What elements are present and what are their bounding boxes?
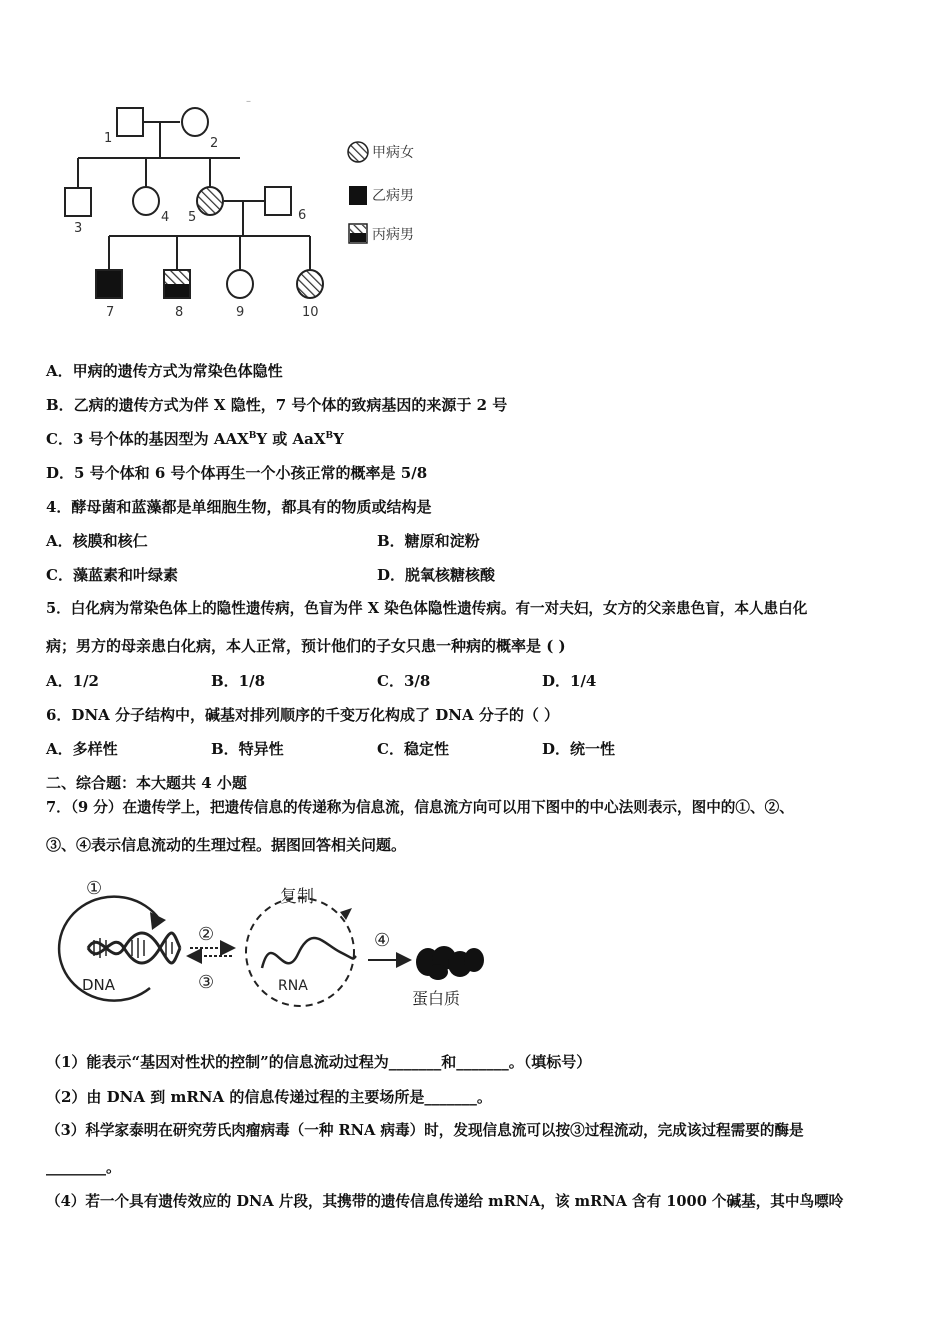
process-3-label: ③	[198, 972, 215, 993]
label-4: 4	[161, 210, 170, 225]
label-2: 2	[210, 136, 219, 151]
q7-stem-line2: ③、④表示信息流动的生理过程。据图回答相关问题。	[46, 836, 407, 854]
process-4-label: ④	[374, 930, 391, 951]
q5-stem-line2: 病；男方的母亲患白化病，本人正常，预计他们的子女只患一种病的概率是 ( )	[46, 637, 566, 655]
label-1: 1	[104, 131, 113, 146]
q6-option-c: C．稳定性	[377, 740, 449, 758]
label-5: 5	[188, 210, 197, 225]
q7-stem-line1: 7．（9 分）在遗传学上，把遗传信息的传递称为信息流，信息流方向可以用下图中的中心法则表示，图中的①、②、	[46, 799, 794, 816]
q5-option-c: C．3/8	[377, 672, 431, 690]
individual-8	[164, 270, 190, 298]
individual-6	[265, 187, 291, 215]
individual-3	[65, 188, 91, 216]
legend-jia-female: 甲病女	[372, 145, 414, 161]
label-10: 10	[302, 305, 319, 320]
q7-sub3-line1: （3）科学家泰明在研究劳氏肉瘤病毒（一种 RNA 病毒）时，发现信息流可以按③过程流动，完成该过程需要的酶是	[46, 1122, 804, 1139]
q4-option-d: D．脱氧核糖核酸	[377, 566, 496, 584]
q4-option-b: B．糖原和淀粉	[377, 532, 480, 550]
label-9: 9	[236, 305, 245, 320]
q7-sub3-line2: ________。	[46, 1158, 122, 1176]
q6-option-d: D．统一性	[542, 740, 616, 758]
label-7: 7	[106, 305, 115, 320]
q4-option-c: C．藻蓝素和叶绿素	[46, 566, 178, 584]
label-3: 3	[74, 221, 83, 236]
replication-label: 复制	[280, 887, 314, 907]
label-8: 8	[175, 305, 184, 320]
q4-stem: 4．酵母菌和蓝藻都是单细胞生物，都具有的物质或结构是	[46, 498, 432, 516]
q3-option-b: B．乙病的遗传方式为伴 X 隐性，7 号个体的致病基因的来源于 2 号	[46, 396, 508, 414]
pedigree-diagram	[40, 90, 440, 330]
q7-sub4: （4）若一个具有遗传效应的 DNA 片段，其携带的遗传信息传递给 mRNA，该 mRNA 含有 1000 个碱基，其中鸟嘌呤	[46, 1193, 844, 1210]
corner-mark: –	[246, 96, 251, 107]
individual-7	[96, 270, 122, 298]
central-dogma-diagram	[40, 868, 500, 1018]
legend-bing-male: 丙病男	[372, 227, 414, 243]
dna-helix-icon	[88, 933, 180, 963]
dna-label: DNA	[82, 976, 116, 994]
legend	[348, 142, 414, 243]
q5-option-d: D．1/4	[542, 672, 597, 690]
q7-sub2: （2）由 DNA 到 mRNA 的信息传递过程的主要场所是_______。	[46, 1088, 492, 1106]
individual-4	[133, 187, 159, 215]
q5-option-a: A．1/2	[46, 672, 99, 690]
protein-icon	[416, 946, 484, 980]
individual-2	[182, 108, 208, 136]
protein-label: 蛋白质	[412, 989, 461, 1008]
q6-option-a: A．多样性	[46, 740, 118, 758]
label-6: 6	[298, 208, 307, 223]
individual-1	[117, 108, 143, 136]
legend-yi-male: 乙病男	[372, 188, 414, 204]
q3-option-c: C．3 号个体的基因型为 $AAX^BY$ 或 AaX$^B$Y	[46, 430, 344, 448]
rna-label: RNA	[278, 978, 308, 994]
individual-9	[227, 270, 253, 298]
individual-5	[197, 187, 223, 215]
individual-10	[297, 270, 323, 298]
q6-option-b: B．特异性	[211, 740, 284, 758]
q4-option-a: A．核膜和核仁	[46, 532, 148, 550]
process-1-label: ①	[86, 878, 103, 899]
q5-option-b: B．1/8	[211, 672, 266, 690]
q3-option-d: D．5 号个体和 6 号个体再生一个小孩正常的概率是 5/8	[46, 464, 428, 482]
rna-strand-icon	[262, 938, 356, 968]
q3-option-a: A．甲病的遗传方式为常染色体隐性	[46, 362, 283, 380]
section-heading: 二、综合题：本大题共 4 小题	[46, 774, 247, 792]
q7-sub1: （1）能表示“基因对性状的控制”的信息流动过程为_______和_______。（填标号）	[46, 1053, 592, 1071]
q5-stem-line1: 5．白化病为常染色体上的隐性遗传病，色盲为伴 X 染色体隐性遗传病。有一对夫妇，女方的父亲患色盲，本人患白化	[46, 600, 808, 617]
q6-stem: 6．DNA 分子结构中，碱基对排列顺序的千变万化构成了 DNA 分子的（ ）	[46, 706, 560, 724]
process-2-label: ②	[198, 924, 215, 945]
